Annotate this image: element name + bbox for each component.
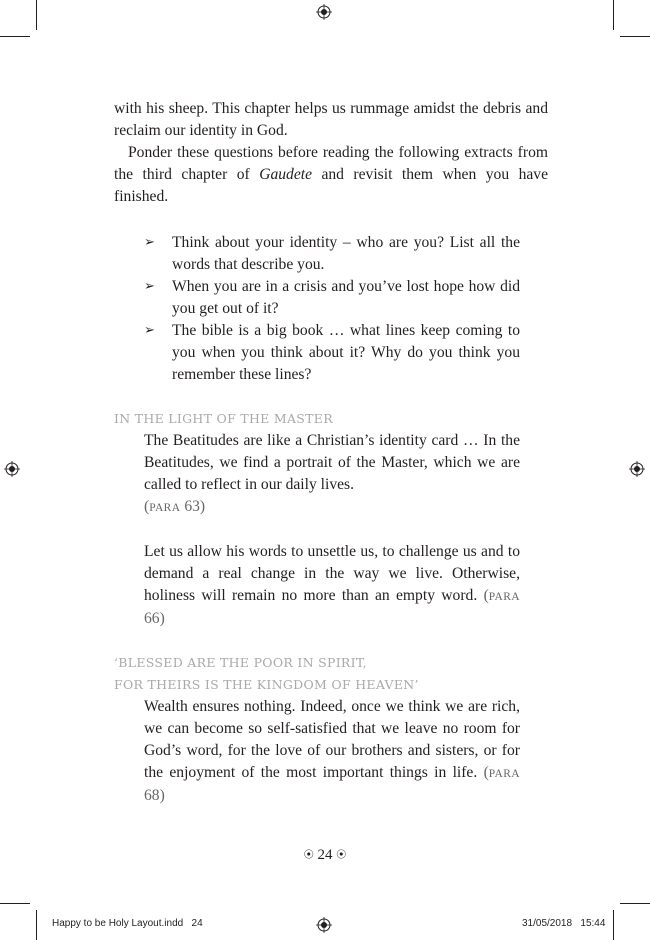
question-list [114,232,520,386]
crop-mark-bottom-left-horizontal [0,903,30,904]
section-heading-light-of-master: IN THE LIGHT OF THE MASTER [114,411,333,426]
arrow-bullet-icon: ➢ [144,279,155,294]
slug-file-name: Happy to be Holy Layout.indd 24 [52,918,203,929]
quote-unsettle: Let us allow his words to unsettle us, to challenge us and to demand a real change in the way we live. Otherwise, holiness will remain no more than an empty word. (PARA 66) [144,543,520,627]
page-number: ⦿ 24 ⦿ [303,847,347,863]
crop-mark-top-left-horizontal [0,36,30,37]
registration-mark-right-icon [629,461,645,477]
crop-mark-top-left-vertical [36,0,37,30]
page-body [114,98,548,807]
quote-beatitudes: The Beatitudes are like a Christian’s identity card … In the Beatitudes, we find a portrait of the Master, which we are called to reflect in our daily lives. (PARA 63) [144,432,520,515]
crop-mark-bottom-right-vertical [613,910,614,940]
arrow-bullet-icon: ➢ [144,323,155,338]
paragraph-reference: (PARA 66) [144,587,520,627]
crop-mark-top-right-vertical [613,0,614,30]
crop-mark-bottom-right-horizontal [620,903,650,904]
section-heading-blessed-poor: ‘BLESSED ARE THE POOR IN SPIRIT, FOR THEIRS IS THE KINGDOM OF HEAVEN’ [114,655,419,692]
registration-mark-left-icon [4,461,20,477]
intro-paragraph: with his sheep. This chapter helps us rummage amidst the debris and reclaim our identity in God. [114,100,548,139]
ponder-paragraph: Ponder these questions before reading the following extracts from the third chapter of Gaudete and revisit them when you have finished. [114,144,548,205]
registration-mark-top-icon [316,4,332,20]
folio-ornament-right-icon: ⦿ [336,850,347,861]
slug-date-time: 31/05/2018 15:44 [522,918,606,929]
registration-mark-bottom-icon [316,917,332,933]
crop-mark-bottom-left-vertical [36,910,37,940]
list-item: ➢ Think about your identity – who are you? List all the words that describe you. [144,234,520,273]
list-item: ➢ When you are in a crisis and you’ve lost hope how did you get out of it? [144,278,520,317]
quote-wealth: Wealth ensures nothing. Indeed, once we think we are rich, we can become so self-satisfied that we leave no room for God’s word, for the love of our brothers and sisters, or for the enjoyment of the most important things in life. (PARA 68) [144,698,520,804]
crop-mark-top-right-horizontal [620,36,650,37]
book-title: Gaudete [259,166,313,183]
list-item: ➢ The bible is a big book … what lines keep coming to you when you think about it? Why do you think you remember these lines? [144,322,520,383]
paragraph-reference: (PARA 63) [144,498,206,515]
paragraph-reference: (PARA 68) [144,764,520,804]
folio-ornament-left-icon: ⦿ [303,850,314,861]
arrow-bullet-icon: ➢ [144,235,155,250]
